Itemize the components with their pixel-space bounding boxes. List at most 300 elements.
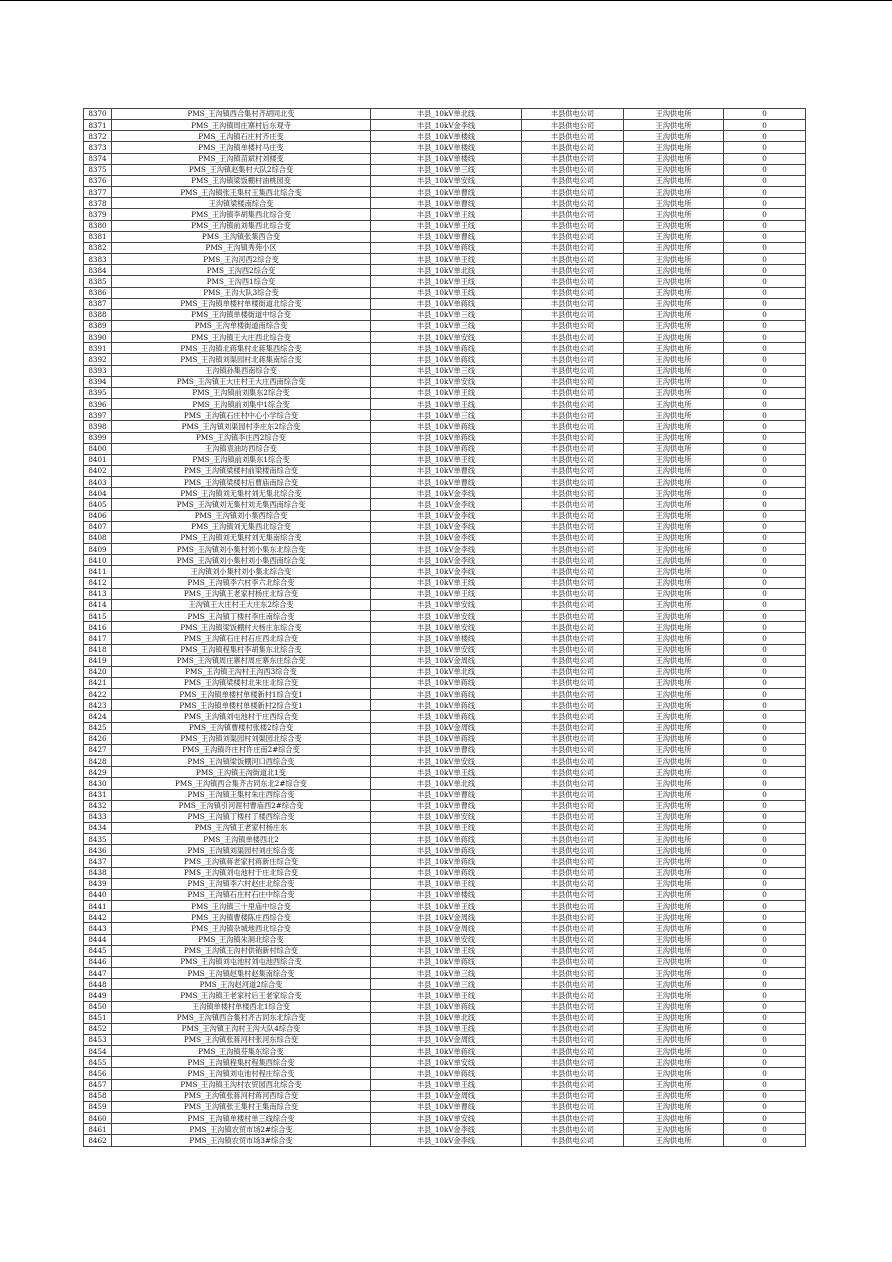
station-office-cell: 王沟供电所	[624, 1090, 724, 1101]
station-name-cell: PMS_王沟西1综合变	[112, 276, 371, 287]
table-row	[84, 722, 806, 733]
table-row	[84, 789, 806, 800]
station-office-cell: 王沟供电所	[624, 1023, 724, 1034]
feeder-line-cell: 丰县_10kV金李线	[371, 532, 522, 543]
feeder-line-cell: 丰县_10kV单王线	[371, 990, 522, 1001]
station-office-cell: 王沟供电所	[624, 376, 724, 387]
table-row	[84, 744, 806, 755]
station-office-cell: 王沟供电所	[624, 1001, 724, 1012]
station-office-cell: 王沟供电所	[624, 923, 724, 934]
value-cell: 0	[724, 923, 806, 934]
table-row	[84, 588, 806, 599]
station-office-cell: 王沟供电所	[624, 1124, 724, 1135]
value-cell: 0	[724, 1046, 806, 1057]
station-office-cell: 王沟供电所	[624, 209, 724, 220]
station-name-cell: PMS_王沟镇刘小集村刘小集东北综合变	[112, 544, 371, 555]
feeder-line-cell: 丰县_10kV单蒋线	[371, 443, 522, 454]
table-body	[84, 109, 806, 1147]
station-name-cell: PMS_王沟镇单楼村单楼街道北综合变	[112, 298, 371, 309]
table-row	[84, 677, 806, 688]
station-office-cell: 王沟供电所	[624, 1046, 724, 1057]
value-cell: 0	[724, 187, 806, 198]
feeder-line-cell: 丰县_10kV单蒋线	[371, 834, 522, 845]
station-name-cell: PMS_王沟镇芬集东综合变	[112, 1046, 371, 1057]
station-name-cell: PMS_王沟镇刘小集村刘小集西南综合变	[112, 555, 371, 566]
value-cell: 0	[724, 655, 806, 666]
station-name-cell: PMS_王沟镇前刘集西北综合变	[112, 220, 371, 231]
feeder-line-cell: 丰县_10kV单蒋线	[371, 845, 522, 856]
value-cell: 0	[724, 968, 806, 979]
station-name-cell: 王沟镇梁楼南综合变	[112, 198, 371, 209]
value-cell: 0	[724, 577, 806, 588]
value-cell: 0	[724, 934, 806, 945]
row-id-cell: 8423	[84, 700, 112, 711]
company-cell: 丰县供电公司	[522, 611, 624, 622]
feeder-line-cell: 丰县_10kV单蒋线	[371, 354, 522, 365]
company-cell: 丰县供电公司	[522, 901, 624, 912]
value-cell: 0	[724, 845, 806, 856]
feeder-line-cell: 丰县_10kV单蒋线	[371, 689, 522, 700]
value-cell: 0	[724, 956, 806, 967]
company-cell: 丰县供电公司	[522, 131, 624, 142]
row-id-cell: 8399	[84, 432, 112, 443]
row-id-cell: 8381	[84, 231, 112, 242]
station-name-cell: PMS_王沟镇刘渠园村北蒋集南综合变	[112, 354, 371, 365]
table-row	[84, 276, 806, 287]
station-office-cell: 王沟供电所	[624, 1113, 724, 1124]
table-row	[84, 421, 806, 432]
station-office-cell: 王沟供电所	[624, 990, 724, 1001]
row-id-cell: 8412	[84, 577, 112, 588]
table-row	[84, 544, 806, 555]
station-office-cell: 王沟供电所	[624, 800, 724, 811]
feeder-line-cell: 丰县_10kV单王线	[371, 254, 522, 265]
row-id-cell: 8451	[84, 1012, 112, 1023]
company-cell: 丰县供电公司	[522, 655, 624, 666]
table-row	[84, 387, 806, 398]
row-id-cell: 8385	[84, 276, 112, 287]
row-id-cell: 8398	[84, 421, 112, 432]
company-cell: 丰县供电公司	[522, 800, 624, 811]
company-cell: 丰县供电公司	[522, 109, 624, 120]
company-cell: 丰县供电公司	[522, 1079, 624, 1090]
station-office-cell: 王沟供电所	[624, 711, 724, 722]
station-name-cell: PMS_王沟镇西合集村齐胡同北变	[112, 109, 371, 120]
row-id-cell: 8386	[84, 287, 112, 298]
station-office-cell: 王沟供电所	[624, 811, 724, 822]
value-cell: 0	[724, 1068, 806, 1079]
row-id-cell: 8458	[84, 1090, 112, 1101]
station-name-cell: PMS_王沟镇西合集村齐古同东北综合变	[112, 1012, 371, 1023]
table-row	[84, 599, 806, 610]
station-office-cell: 王沟供电所	[624, 611, 724, 622]
value-cell: 0	[724, 276, 806, 287]
company-cell: 丰县供电公司	[522, 889, 624, 900]
row-id-cell: 8452	[84, 1023, 112, 1034]
table-row	[84, 756, 806, 767]
station-office-cell: 王沟供电所	[624, 443, 724, 454]
company-cell: 丰县供电公司	[522, 175, 624, 186]
station-office-cell: 王沟供电所	[624, 164, 724, 175]
feeder-line-cell: 丰县_10kV单蒋线	[371, 242, 522, 253]
value-cell: 0	[724, 1057, 806, 1068]
table-row	[84, 209, 806, 220]
row-id-cell: 8404	[84, 488, 112, 499]
value-cell: 0	[724, 811, 806, 822]
feeder-line-cell: 丰县_10kV单蒋线	[371, 1001, 522, 1012]
value-cell: 0	[724, 287, 806, 298]
company-cell: 丰县供电公司	[522, 1101, 624, 1112]
station-name-cell: PMS_王沟镇北蒋集村北蒋集西综合变	[112, 343, 371, 354]
row-id-cell: 8396	[84, 399, 112, 410]
company-cell: 丰县供电公司	[522, 711, 624, 722]
company-cell: 丰县供电公司	[522, 1113, 624, 1124]
company-cell: 丰县供电公司	[522, 376, 624, 387]
value-cell: 0	[724, 320, 806, 331]
feeder-line-cell: 丰县_10kV单安线	[371, 175, 522, 186]
table-row	[84, 990, 806, 1001]
company-cell: 丰县供电公司	[522, 555, 624, 566]
value-cell: 0	[724, 1113, 806, 1124]
table-row	[84, 644, 806, 655]
row-id-cell: 8432	[84, 800, 112, 811]
station-office-cell: 王沟供电所	[624, 756, 724, 767]
station-name-cell: PMS_王沟镇刘渠园村刘渠园北综合变	[112, 733, 371, 744]
feeder-line-cell: 丰县_10kV金李线	[371, 510, 522, 521]
company-cell: 丰县供电公司	[522, 477, 624, 488]
table-row	[84, 823, 806, 834]
station-office-cell: 王沟供电所	[624, 700, 724, 711]
value-cell: 0	[724, 912, 806, 923]
feeder-line-cell: 丰县_10kV单王线	[371, 1023, 522, 1034]
row-id-cell: 8401	[84, 454, 112, 465]
value-cell: 0	[724, 198, 806, 209]
value-cell: 0	[724, 722, 806, 733]
row-id-cell: 8406	[84, 510, 112, 521]
table-row	[84, 1135, 806, 1146]
table-row	[84, 622, 806, 633]
feeder-line-cell: 丰县_10kV单安线	[371, 599, 522, 610]
feeder-line-cell: 丰县_10kV单曹线	[371, 1101, 522, 1112]
station-name-cell: PMS_王沟镇单楼村单三线综合变	[112, 1113, 371, 1124]
row-id-cell: 8442	[84, 912, 112, 923]
table-row	[84, 231, 806, 242]
value-cell: 0	[724, 800, 806, 811]
feeder-line-cell: 丰县_10kV单蒋线	[371, 677, 522, 688]
value-cell: 0	[724, 454, 806, 465]
company-cell: 丰县供电公司	[522, 332, 624, 343]
row-id-cell: 8435	[84, 834, 112, 845]
feeder-line-cell: 丰县_10kV单曹线	[371, 198, 522, 209]
table-row	[84, 153, 806, 164]
feeder-line-cell: 丰县_10kV单蒋线	[371, 711, 522, 722]
station-name-cell: PMS_王沟镇引河涯村曹庙西2#综合变	[112, 800, 371, 811]
value-cell: 0	[724, 823, 806, 834]
company-cell: 丰县供电公司	[522, 309, 624, 320]
table-row	[84, 309, 806, 320]
table-row	[84, 131, 806, 142]
station-office-cell: 王沟供电所	[624, 968, 724, 979]
table-row	[84, 287, 806, 298]
value-cell: 0	[724, 131, 806, 142]
feeder-line-cell: 丰县_10kV单王线	[371, 387, 522, 398]
value-cell: 0	[724, 1034, 806, 1045]
company-cell: 丰县供电公司	[522, 566, 624, 577]
table-row	[84, 934, 806, 945]
company-cell: 丰县供电公司	[522, 956, 624, 967]
value-cell: 0	[724, 901, 806, 912]
station-office-cell: 王沟供电所	[624, 109, 724, 120]
feeder-line-cell: 丰县_10kV单王线	[371, 588, 522, 599]
station-office-cell: 王沟供电所	[624, 488, 724, 499]
row-id-cell: 8407	[84, 521, 112, 532]
feeder-line-cell: 丰县_10kV单安线	[371, 811, 522, 822]
feeder-line-cell: 丰县_10kV单安线	[371, 1113, 522, 1124]
station-name-cell: PMS_王沟镇梁饭棚村油桃园变	[112, 175, 371, 186]
row-id-cell: 8427	[84, 744, 112, 755]
value-cell: 0	[724, 432, 806, 443]
row-id-cell: 8383	[84, 254, 112, 265]
station-name-cell: PMS_王沟镇刘屯池村程庄综合变	[112, 1068, 371, 1079]
station-name-cell: PMS_王沟镇王老家村杨庄东	[112, 823, 371, 834]
row-id-cell: 8441	[84, 901, 112, 912]
row-id-cell: 8443	[84, 923, 112, 934]
value-cell: 0	[724, 477, 806, 488]
feeder-line-cell: 丰县_10kV单王线	[371, 823, 522, 834]
feeder-line-cell: 丰县_10kV单王线	[371, 454, 522, 465]
value-cell: 0	[724, 867, 806, 878]
value-cell: 0	[724, 588, 806, 599]
company-cell: 丰县供电公司	[522, 733, 624, 744]
company-cell: 丰县供电公司	[522, 454, 624, 465]
company-cell: 丰县供电公司	[522, 521, 624, 532]
row-id-cell: 8433	[84, 811, 112, 822]
row-id-cell: 8440	[84, 889, 112, 900]
row-id-cell: 8420	[84, 666, 112, 677]
station-office-cell: 王沟供电所	[624, 242, 724, 253]
station-name-cell: PMS_王沟镇刘屯池村刘屯池西综合变	[112, 956, 371, 967]
company-cell: 丰县供电公司	[522, 744, 624, 755]
value-cell: 0	[724, 421, 806, 432]
station-name-cell: PMS_王沟镇梁饭棚村大杨庄东综合变	[112, 622, 371, 633]
table-row	[84, 979, 806, 990]
feeder-line-cell: 丰县_10kV单王线	[371, 399, 522, 410]
station-office-cell: 王沟供电所	[624, 387, 724, 398]
company-cell: 丰县供电公司	[522, 722, 624, 733]
feeder-line-cell: 丰县_10kV单北线	[371, 265, 522, 276]
value-cell: 0	[724, 164, 806, 175]
value-cell: 0	[724, 387, 806, 398]
feeder-line-cell: 丰县_10kV单王线	[371, 209, 522, 220]
row-id-cell: 8392	[84, 354, 112, 365]
feeder-line-cell: 丰县_10kV单北线	[371, 666, 522, 677]
row-id-cell: 8459	[84, 1101, 112, 1112]
table-row	[84, 1113, 806, 1124]
value-cell: 0	[724, 555, 806, 566]
station-name-cell: PMS_王沟镇李胡集西北综合变	[112, 209, 371, 220]
station-name-cell: PMS_王沟镇杂城地西北综合变	[112, 923, 371, 934]
value-cell: 0	[724, 666, 806, 677]
company-cell: 丰县供电公司	[522, 689, 624, 700]
row-id-cell: 8413	[84, 588, 112, 599]
value-cell: 0	[724, 611, 806, 622]
feeder-line-cell: 丰县_10kV金李线	[371, 566, 522, 577]
feeder-line-cell: 丰县_10kV单北线	[371, 109, 522, 120]
station-office-cell: 王沟供电所	[624, 655, 724, 666]
station-name-cell: PMS_王沟镇曹楼陈庄西综合变	[112, 912, 371, 923]
station-name-cell: PMS_王沟赵河道2综合变	[112, 979, 371, 990]
company-cell: 丰县供电公司	[522, 1057, 624, 1068]
table-row	[84, 521, 806, 532]
station-name-cell: PMS_王沟镇丁楼村李庄南综合变	[112, 611, 371, 622]
row-id-cell: 8454	[84, 1046, 112, 1057]
feeder-line-cell: 丰县_10kV单王线	[371, 878, 522, 889]
station-office-cell: 王沟供电所	[624, 1101, 724, 1112]
row-id-cell: 8439	[84, 878, 112, 889]
table-row	[84, 477, 806, 488]
table-row	[84, 354, 806, 365]
feeder-line-cell: 丰县_10kV单曹线	[371, 466, 522, 477]
station-name-cell: PMS_王沟镇单楼村马庄变	[112, 142, 371, 153]
row-id-cell: 8379	[84, 209, 112, 220]
company-cell: 丰县供电公司	[522, 588, 624, 599]
row-id-cell: 8453	[84, 1034, 112, 1045]
station-office-cell: 王沟供电所	[624, 1079, 724, 1090]
table-row	[84, 1068, 806, 1079]
value-cell: 0	[724, 231, 806, 242]
station-office-cell: 王沟供电所	[624, 521, 724, 532]
value-cell: 0	[724, 443, 806, 454]
feeder-line-cell: 丰县_10kV金李线	[371, 521, 522, 532]
station-name-cell: 王沟镇王大庄村王大庄东2综合变	[112, 599, 371, 610]
table-row	[84, 1046, 806, 1057]
value-cell: 0	[724, 945, 806, 956]
feeder-line-cell: 丰县_10kV金周线	[371, 923, 522, 934]
station-office-cell: 王沟供电所	[624, 131, 724, 142]
table-row	[84, 945, 806, 956]
feeder-line-cell: 丰县_10kV单三线	[371, 320, 522, 331]
station-name-cell: PMS_王沟镇前刘集东2综合变	[112, 387, 371, 398]
value-cell: 0	[724, 298, 806, 309]
company-cell: 丰县供电公司	[522, 644, 624, 655]
station-office-cell: 王沟供电所	[624, 845, 724, 856]
row-id-cell: 8426	[84, 733, 112, 744]
table-row	[84, 109, 806, 120]
value-cell: 0	[724, 767, 806, 778]
feeder-line-cell: 丰县_10kV单王线	[371, 220, 522, 231]
station-name-cell: 王沟镇刘小集村刘小集北综合变	[112, 566, 371, 577]
feeder-line-cell: 丰县_10kV金周线	[371, 1034, 522, 1045]
station-name-cell: PMS_王沟镇王沟村供销新村综合变	[112, 945, 371, 956]
table-row	[84, 767, 806, 778]
table-row	[84, 510, 806, 521]
feeder-line-cell: 丰县_10kV单曹线	[371, 187, 522, 198]
feeder-line-cell: 丰县_10kV单蒋线	[371, 856, 522, 867]
company-cell: 丰县供电公司	[522, 1023, 624, 1034]
table-row	[84, 454, 806, 465]
station-office-cell: 王沟供电所	[624, 934, 724, 945]
company-cell: 丰县供电公司	[522, 599, 624, 610]
company-cell: 丰县供电公司	[522, 387, 624, 398]
feeder-line-cell: 丰县_10kV单蒋线	[371, 1046, 522, 1057]
row-id-cell: 8388	[84, 309, 112, 320]
station-name-cell: PMS_王沟镇张蒋河村张河东综合变	[112, 1034, 371, 1045]
station-office-cell: 王沟供电所	[624, 309, 724, 320]
feeder-line-cell: 丰县_10kV单蒋线	[371, 733, 522, 744]
station-name-cell: 王沟镇孙集西南综合变	[112, 365, 371, 376]
row-id-cell: 8402	[84, 466, 112, 477]
station-name-cell: PMS_王沟镇许庄村许庄南2#综合变	[112, 744, 371, 755]
station-name-cell: PMS_王沟镇农贸市场2#综合变	[112, 1124, 371, 1135]
table-row	[84, 566, 806, 577]
table-row	[84, 1023, 806, 1034]
station-name-cell: PMS_王沟镇李六村李六北综合变	[112, 577, 371, 588]
company-cell: 丰县供电公司	[522, 164, 624, 175]
station-name-cell: PMS_王沟镇程集村李胡集东北综合变	[112, 644, 371, 655]
row-id-cell: 8373	[84, 142, 112, 153]
company-cell: 丰县供电公司	[522, 767, 624, 778]
station-name-cell: PMS_王沟镇农贸市场3#综合变	[112, 1135, 371, 1146]
company-cell: 丰县供电公司	[522, 1090, 624, 1101]
feeder-line-cell: 丰县_10kV金李线	[371, 544, 522, 555]
value-cell: 0	[724, 521, 806, 532]
station-office-cell: 王沟供电所	[624, 555, 724, 566]
row-id-cell: 8437	[84, 856, 112, 867]
station-office-cell: 王沟供电所	[624, 332, 724, 343]
value-cell: 0	[724, 878, 806, 889]
feeder-line-cell: 丰县_10kV单曹线	[371, 477, 522, 488]
value-cell: 0	[724, 789, 806, 800]
company-cell: 丰县供电公司	[522, 220, 624, 231]
station-office-cell: 王沟供电所	[624, 789, 724, 800]
row-id-cell: 8387	[84, 298, 112, 309]
value-cell: 0	[724, 142, 806, 153]
table-row	[84, 1124, 806, 1135]
feeder-line-cell: 丰县_10kV单安线	[371, 611, 522, 622]
company-cell: 丰县供电公司	[522, 499, 624, 510]
station-name-cell: PMS_王沟镇王沟村王沟西3综合变	[112, 666, 371, 677]
row-id-cell: 8446	[84, 956, 112, 967]
station-name-cell: PMS_王沟镇周庄寨村周庄寨东庄综合变	[112, 655, 371, 666]
value-cell: 0	[724, 376, 806, 387]
company-cell: 丰县供电公司	[522, 254, 624, 265]
row-id-cell: 8445	[84, 945, 112, 956]
table-row	[84, 611, 806, 622]
station-name-cell: PMS_王沟镇刘无集村刘无集西南综合变	[112, 499, 371, 510]
feeder-line-cell: 丰县_10kV单楼线	[371, 889, 522, 900]
feeder-line-cell: 丰县_10kV单曹线	[371, 789, 522, 800]
row-id-cell: 8417	[84, 633, 112, 644]
company-cell: 丰县供电公司	[522, 1012, 624, 1023]
company-cell: 丰县供电公司	[522, 287, 624, 298]
station-office-cell: 王沟供电所	[624, 276, 724, 287]
value-cell: 0	[724, 209, 806, 220]
station-office-cell: 王沟供电所	[624, 733, 724, 744]
feeder-line-cell: 丰县_10kV单王线	[371, 287, 522, 298]
station-office-cell: 王沟供电所	[624, 901, 724, 912]
company-cell: 丰县供电公司	[522, 811, 624, 822]
row-id-cell: 8438	[84, 867, 112, 878]
row-id-cell: 8449	[84, 990, 112, 1001]
station-office-cell: 王沟供电所	[624, 254, 724, 265]
data-table	[83, 108, 806, 1147]
company-cell: 丰县供电公司	[522, 968, 624, 979]
station-office-cell: 王沟供电所	[624, 689, 724, 700]
value-cell: 0	[724, 1135, 806, 1146]
company-cell: 丰县供电公司	[522, 443, 624, 454]
station-name-cell: PMS_王沟镇三十里庙中综合变	[112, 901, 371, 912]
value-cell: 0	[724, 856, 806, 867]
